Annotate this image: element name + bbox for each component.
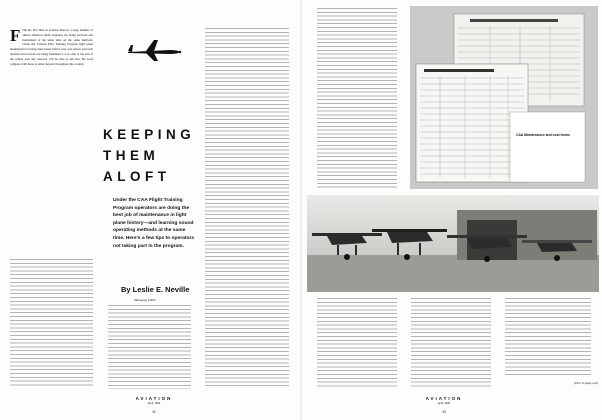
airplanes-hangar-photo <box>307 195 599 292</box>
maintenance-form-image <box>410 6 598 189</box>
page-footer <box>424 396 464 414</box>
body-column <box>505 298 591 378</box>
left-page <box>0 0 300 420</box>
body-column <box>411 298 491 388</box>
magazine-name: AVIATION <box>135 396 173 401</box>
lead-column <box>10 28 93 283</box>
issue-date: April, 1940 <box>437 402 451 405</box>
article-subhead: Under the CAA Flight Training Program operators are doing the best job of maintenance in light plane history—and learning sound operating methods at the same time. Here's a few tips to operators not taking part in the program. <box>113 198 195 249</box>
airplane-silhouette-icon <box>124 38 184 63</box>
article-headline <box>103 124 195 187</box>
headline-line-3: ALOFT <box>103 169 171 184</box>
body-column <box>205 28 289 388</box>
body-column <box>317 298 397 388</box>
right-page <box>302 0 602 420</box>
lead-paragraph: OR the first time in aviation history, a large number of almost identical small airplanes are being serviced and maintained at the same time on the same methods. Under the Civilian Pilot Training Program light plane maintenance is being done better than it ever was before and each airplane and records are being furnished C.A.A. that at the end of the school year any operator will be able to sell how his costs compare with those at other airports throughout the country. <box>10 28 93 66</box>
page-number: 42 <box>152 410 156 414</box>
form-caption: CAA Maintenance and cost forms <box>516 133 570 137</box>
page-number: 43 <box>442 410 446 414</box>
magazine-name: AVIATION <box>425 396 463 401</box>
body-column <box>317 8 397 190</box>
headline-line-1: KEEPING <box>103 127 196 142</box>
headline-line-2: THEM <box>103 148 160 163</box>
issue-date: April, 1940 <box>147 402 161 405</box>
byline-title: Managing Editor <box>134 298 157 302</box>
body-column <box>10 259 93 388</box>
drop-cap: F <box>10 28 21 45</box>
byline: By Leslie E. Neville <box>121 285 190 294</box>
continued-note: (Turn to page 122) <box>574 381 598 385</box>
page-footer <box>134 396 174 414</box>
body-column <box>108 305 191 389</box>
